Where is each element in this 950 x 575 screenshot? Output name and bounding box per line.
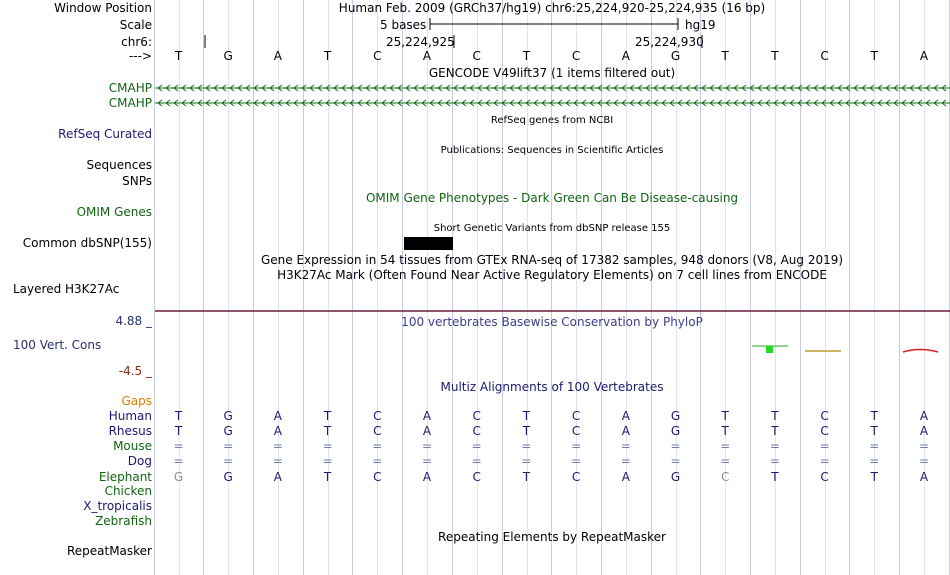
label-strand-arrow[interactable]: --->	[128, 49, 152, 63]
alignment-base-elephant: C	[820, 470, 829, 484]
cmahp-gene-lines[interactable]	[155, 85, 950, 106]
alignment-base-human: T	[522, 409, 531, 423]
label-species-zebrafish: Zebrafish	[95, 514, 152, 528]
track-graphics	[155, 0, 950, 575]
alignment-base-human: T	[771, 409, 779, 423]
h3k27ac-track-title: H3K27Ac Mark (Often Found Near Active Regulatory Elements) on 7 cell lines from ENCODE	[277, 268, 827, 282]
alignment-base-dog: =	[421, 454, 433, 468]
refseq-track-title: RefSeq genes from NCBI	[490, 115, 614, 126]
alignment-base-mouse: =	[471, 439, 482, 453]
reference-base: C	[472, 49, 481, 63]
reference-base: T	[721, 49, 729, 63]
alignment-base-mouse: =	[322, 439, 333, 453]
alignment-base-rhesus: A	[919, 424, 929, 438]
track-label-column	[0, 0, 154, 575]
alignment-base-human: T	[870, 409, 878, 423]
reference-base: A	[422, 49, 432, 63]
alignment-base-mouse: =	[223, 439, 234, 453]
reference-base: C	[820, 49, 829, 63]
alignment-base-dog: =	[571, 454, 582, 468]
alignment-base-rhesus: C	[571, 424, 581, 438]
alignment-base-rhesus: T	[721, 424, 729, 438]
dbsnp-track-title: Short Genetic Variants from dbSNP release 155	[433, 223, 671, 234]
alignment-base-elephant: T	[522, 470, 531, 484]
label-cons-min: -4.5 _	[118, 364, 152, 378]
alignment-base-human: G	[670, 409, 681, 423]
alignment-base-mouse: =	[421, 439, 433, 453]
alignment-base-elephant: A	[422, 470, 432, 484]
alignment-base-elephant: A	[919, 470, 929, 484]
alignment-base-mouse: =	[173, 439, 184, 453]
alignment-base-mouse: =	[272, 439, 283, 453]
alignment-base-dog: =	[819, 454, 830, 468]
alignment-base-elephant: A	[621, 470, 630, 484]
alignment-base-elephant: T	[870, 470, 878, 484]
alignment-base-elephant: T	[323, 470, 332, 484]
alignment-base-human: A	[422, 409, 432, 423]
alignment-base-rhesus: A	[422, 424, 432, 438]
label-species-elephant: Elephant	[98, 470, 152, 484]
coord-label-2: 25,224,930	[635, 35, 704, 49]
alignment-base-human: C	[571, 409, 581, 423]
label-sequences[interactable]: Sequences	[86, 158, 152, 172]
label-species-mouse: Mouse	[113, 439, 152, 453]
alignment-base-human: A	[621, 409, 630, 423]
label-species-human: Human	[108, 409, 152, 423]
alignment-base-human: T	[174, 409, 183, 423]
alignment-base-elephant: A	[273, 470, 282, 484]
alignment-base-human: A	[919, 409, 929, 423]
alignment-base-mouse: =	[769, 439, 780, 453]
alignment-base-rhesus: A	[273, 424, 282, 438]
alignment-base-dog: =	[372, 454, 383, 468]
alignment-base-elephant: C	[720, 470, 730, 484]
scale-bases-text: 5 bases	[380, 18, 427, 32]
alignment-base-human: C	[472, 409, 481, 423]
alignment-base-rhesus: T	[522, 424, 531, 438]
alignment-base-dog: =	[322, 454, 333, 468]
alignment-base-rhesus: T	[870, 424, 878, 438]
label-gaps: Gaps	[121, 394, 152, 408]
track-image-area[interactable]	[155, 0, 950, 575]
reference-base: T	[870, 49, 878, 63]
alignment-base-rhesus: T	[174, 424, 183, 438]
multiz-track-title: Multiz Alignments of 100 Vertebrates	[440, 380, 664, 394]
label-repeatmasker[interactable]: RepeatMasker	[66, 544, 152, 558]
alignment-base-rhesus: T	[323, 424, 332, 438]
alignment-base-human: G	[223, 409, 233, 423]
alignment-base-rhesus: G	[670, 424, 681, 438]
alignment-base-mouse: =	[819, 439, 830, 453]
alignment-base-elephant: C	[373, 470, 382, 484]
alignment-base-elephant: G	[223, 470, 233, 484]
label-window-position: Window Position	[54, 1, 152, 15]
alignment-base-mouse: =	[372, 439, 383, 453]
label-scale: Scale	[119, 18, 152, 32]
omim-track-title: OMIM Gene Phenotypes - Dark Green Can Be Disease-causing	[365, 191, 739, 205]
gtex-track-title: Gene Expression in 54 tissues from GTEx RNA-seq of 17382 samples, 948 donors (V8, Aug 2019)	[260, 253, 844, 267]
alignment-base-dog: =	[720, 454, 731, 468]
reference-base: G	[223, 49, 233, 63]
alignment-base-elephant: C	[472, 470, 481, 484]
alignment-base-mouse: =	[670, 439, 681, 453]
alignment-base-dog: =	[620, 454, 631, 468]
dbsnp-variant-block[interactable]	[404, 237, 453, 250]
alignment-base-dog: =	[869, 454, 880, 468]
alignment-base-rhesus: C	[820, 424, 829, 438]
phylop-bar	[766, 346, 773, 353]
alignment-base-elephant: C	[571, 470, 581, 484]
alignment-base-mouse: =	[869, 439, 880, 453]
alignment-base-dog: =	[769, 454, 780, 468]
alignment-base-dog: =	[521, 454, 532, 468]
phylop-negative-mark	[903, 350, 938, 353]
alignment-base-dog: =	[918, 454, 930, 468]
alignment-base-human: C	[820, 409, 829, 423]
alignment-base-rhesus: T	[771, 424, 779, 438]
label-cons-max: 4.88 _	[115, 314, 152, 328]
reference-base: G	[670, 49, 681, 63]
label-species-dog: Dog	[127, 454, 152, 468]
reference-base: C	[373, 49, 382, 63]
assembly-position-text: Human Feb. 2009 (GRCh37/hg19) chr6:25,224,920-25,224,935 (16 bp)	[338, 1, 766, 15]
reference-base: T	[323, 49, 332, 63]
coord-label-1: 25,224,925	[386, 35, 455, 49]
alignment-base-dog: =	[173, 454, 184, 468]
alignment-base-mouse: =	[571, 439, 582, 453]
label-layered-h3k27ac[interactable]: Layered H3K27Ac	[13, 282, 120, 296]
scale-db-text: hg19	[685, 18, 716, 32]
label-cmahp-1[interactable]: CMAHP	[108, 81, 152, 95]
phylop-track-title: 100 vertebrates Basewise Conservation by PhyloP	[401, 315, 703, 329]
alignment-base-dog: =	[223, 454, 234, 468]
label-chrom: chr6:	[121, 35, 152, 49]
repeatmasker-track-title: Repeating Elements by RepeatMasker	[438, 530, 666, 544]
alignment-base-elephant: G	[173, 470, 184, 484]
label-100-vert-cons[interactable]: 100 Vert. Cons	[13, 338, 102, 352]
alignment-base-human: C	[373, 409, 382, 423]
alignment-base-dog: =	[670, 454, 681, 468]
alignment-base-rhesus: G	[223, 424, 233, 438]
label-cmahp-2[interactable]: CMAHP	[108, 96, 152, 110]
label-species-x-tropicalis: X_tropicalis	[83, 499, 152, 513]
reference-base: C	[571, 49, 581, 63]
reference-base: T	[522, 49, 531, 63]
label-species-chicken: Chicken	[104, 484, 152, 498]
alignment-base-elephant: G	[670, 470, 681, 484]
alignment-base-mouse: =	[720, 439, 731, 453]
publications-track-title: Publications: Sequences in Scientific Articles	[440, 145, 664, 156]
reference-base: T	[771, 49, 779, 63]
alignment-base-mouse: =	[620, 439, 631, 453]
alignment-base-human: A	[273, 409, 282, 423]
gencode-track-title: GENCODE V49lift37 (1 items filtered out)	[428, 66, 676, 80]
alignment-base-dog: =	[272, 454, 283, 468]
alignment-base-rhesus: C	[373, 424, 382, 438]
reference-base: T	[174, 49, 183, 63]
alignment-base-mouse: =	[521, 439, 532, 453]
alignment-base-dog: =	[471, 454, 482, 468]
label-refseq-curated[interactable]: RefSeq Curated	[58, 127, 152, 141]
alignment-base-rhesus: C	[472, 424, 481, 438]
reference-base: A	[919, 49, 929, 63]
alignment-base-human: T	[721, 409, 729, 423]
reference-base: A	[273, 49, 282, 63]
alignment-base-human: T	[323, 409, 332, 423]
label-omim-genes[interactable]: OMIM Genes	[76, 205, 152, 219]
alignment-base-rhesus: A	[621, 424, 630, 438]
label-common-dbsnp[interactable]: Common dbSNP(155)	[22, 236, 152, 250]
alignment-base-elephant: T	[771, 470, 779, 484]
alignment-base-mouse: =	[918, 439, 930, 453]
reference-base: A	[621, 49, 630, 63]
label-species-rhesus: Rhesus	[108, 424, 152, 438]
label-snps[interactable]: SNPs	[122, 174, 152, 188]
